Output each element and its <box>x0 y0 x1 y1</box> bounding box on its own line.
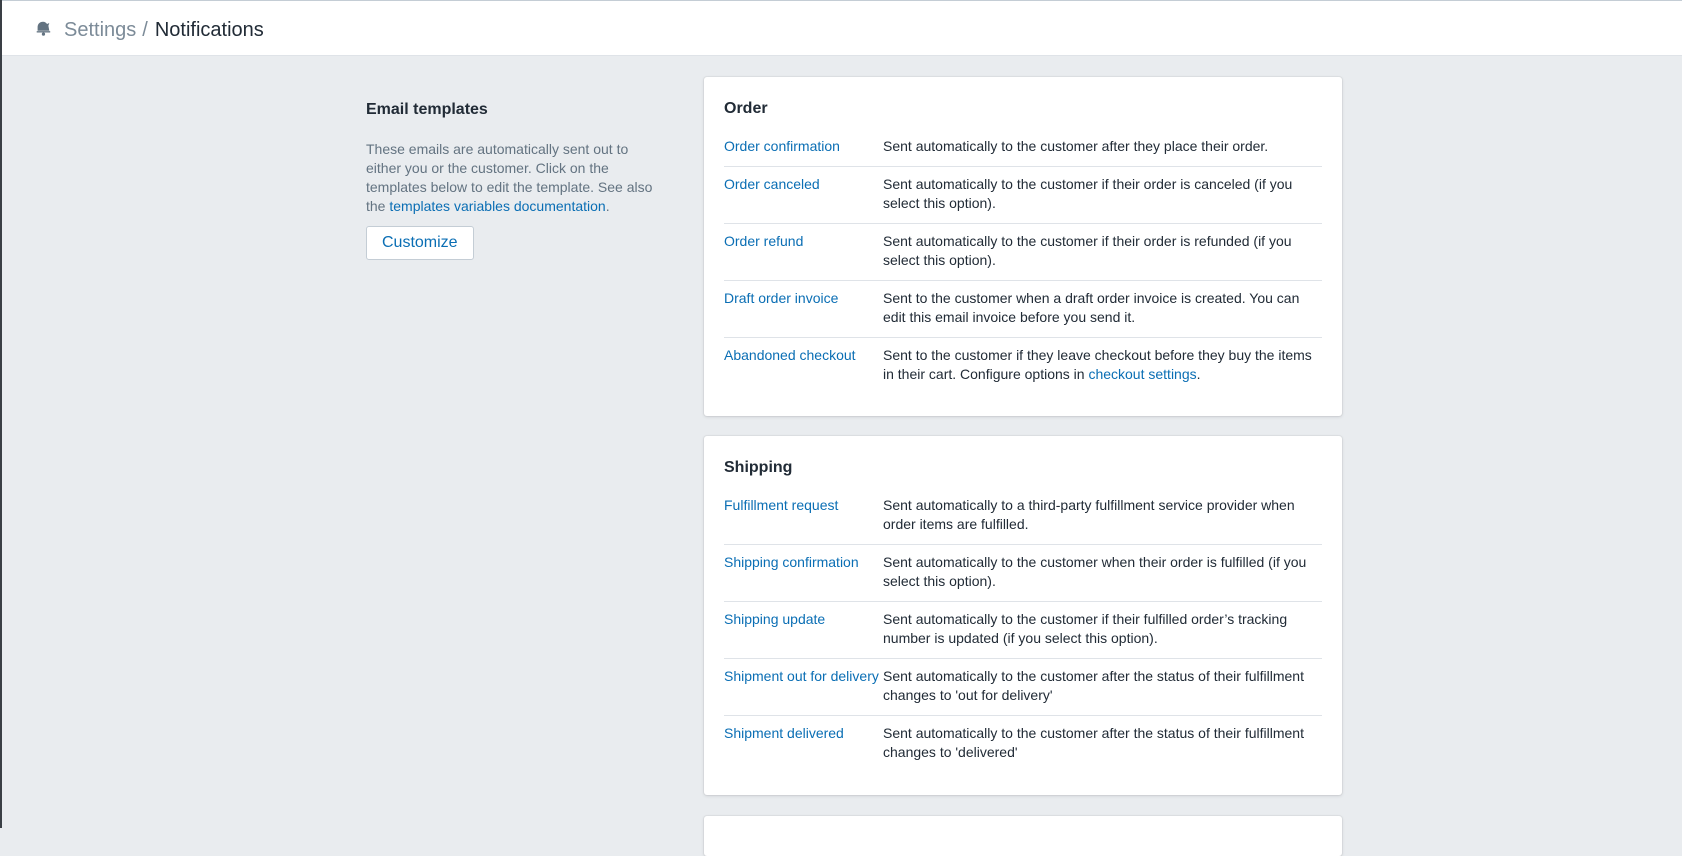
abandoned-checkout-link[interactable]: Abandoned checkout <box>724 347 856 363</box>
template-description: Sent automatically to the customer after they place their order. <box>883 138 1269 154</box>
bell-icon <box>34 19 52 37</box>
template-description: Sent automatically to a third-party fulfillment service provider when order items are fulfilled. <box>883 497 1295 532</box>
card-heading: Shipping <box>724 459 793 476</box>
list-item <box>724 544 1322 601</box>
order-refund-link[interactable]: Order refund <box>724 233 804 249</box>
customize-button[interactable]: Customize <box>366 226 474 260</box>
shipping-card <box>704 436 1342 795</box>
checkout-settings-link[interactable]: checkout settings <box>1088 366 1197 382</box>
list-item <box>724 488 1322 544</box>
section-description <box>366 140 656 216</box>
list-item <box>724 166 1322 223</box>
template-description: Sent automatically to the customer if their order is refunded (if you select this option). <box>883 233 1292 268</box>
template-description: Sent automatically to the customer after the status of their fulfillment changes to 'out for delivery' <box>883 668 1304 703</box>
template-description: Sent automatically to the customer if their order is canceled (if you select this option). <box>883 176 1293 211</box>
order-confirmation-link[interactable]: Order confirmation <box>724 138 840 154</box>
list-item <box>724 129 1322 166</box>
order-card <box>704 77 1342 416</box>
breadcrumb-settings-link[interactable]: Settings <box>64 19 137 41</box>
description-text: These emails are automatically sent out to either you or the customer. Click on the templates below to edit the template. See also the <box>366 141 653 214</box>
order-canceled-link[interactable]: Order canceled <box>724 176 820 192</box>
template-description: Sent to the customer when a draft order invoice is created. You can edit this email invoice before you send it. <box>883 290 1300 325</box>
list-item <box>724 715 1322 772</box>
section-heading: Email templates <box>366 101 488 118</box>
list-item <box>724 337 1322 394</box>
shipping-update-link[interactable]: Shipping update <box>724 611 826 627</box>
card-heading: Order <box>724 100 768 117</box>
description-text: Sent to the customer if they leave checkout before they buy the items in their cart. Configure options in <box>883 347 1312 382</box>
fulfillment-request-link[interactable]: Fulfillment request <box>724 497 839 513</box>
top-bar <box>2 0 1682 56</box>
breadcrumb-separator: / <box>142 19 148 41</box>
shipping-confirmation-link[interactable]: Shipping confirmation <box>724 554 859 570</box>
list-item <box>724 658 1322 715</box>
breadcrumb <box>64 18 264 42</box>
shipment-out-for-delivery-link[interactable]: Shipment out for delivery <box>724 668 879 684</box>
next-card-partial <box>704 816 1342 856</box>
template-description: Sent automatically to the customer when their order is fulfilled (if you select this option). <box>883 554 1307 589</box>
template-description: Sent automatically to the customer after the status of their fulfillment changes to 'delivered' <box>883 725 1304 760</box>
template-description: Sent automatically to the customer if their fulfilled order’s tracking number is updated (if you select this option). <box>883 611 1288 646</box>
list-item <box>724 223 1322 280</box>
email-templates-intro <box>366 98 656 260</box>
description-text-end: . <box>605 198 610 214</box>
template-description <box>883 346 1322 384</box>
draft-order-invoice-link[interactable]: Draft order invoice <box>724 290 839 306</box>
description-text-end: . <box>1196 366 1201 382</box>
page-title: Notifications <box>154 19 264 41</box>
list-item <box>724 601 1322 658</box>
templates-variables-documentation-link[interactable]: templates variables documentation <box>389 198 606 214</box>
list-item <box>724 280 1322 337</box>
shipment-delivered-link[interactable]: Shipment delivered <box>724 725 844 741</box>
